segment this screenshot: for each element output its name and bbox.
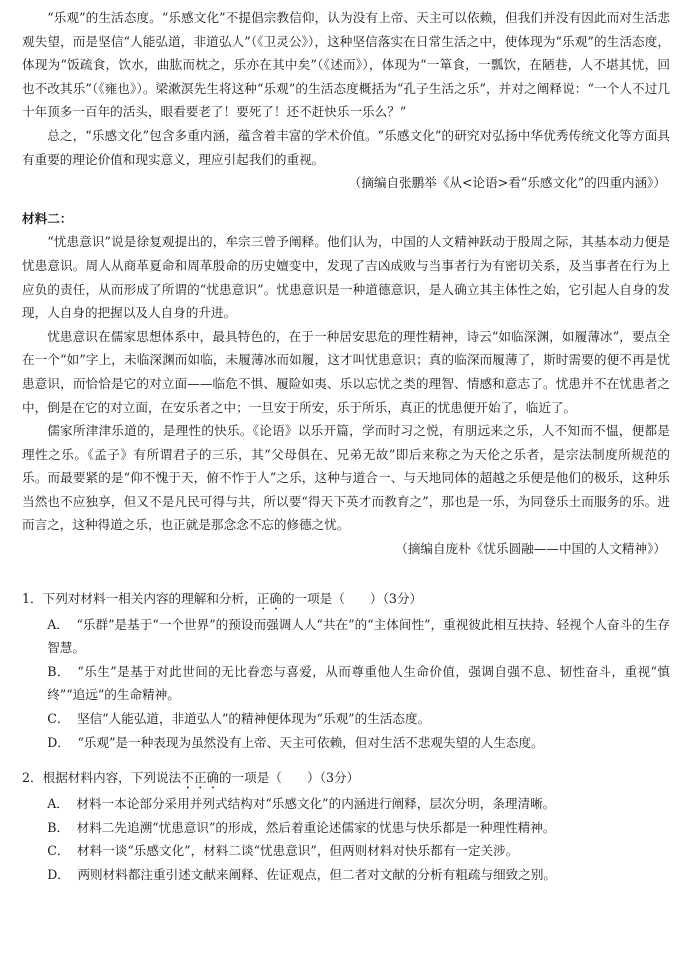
material2-heading: 材料二： xyxy=(22,210,73,226)
question-2-option-d: D． 两则材料都注重引述文献来阐释、佐证观点，但二者对文献的分析有粗疏与细致之别。 xyxy=(47,867,556,882)
material1-source: （摘编自张鹏举《从<论语>看“乐感文化”的四重内涵》） xyxy=(348,175,666,191)
material2-paragraph-3: 儒家所津津乐道的，是理性的快乐。《论语》以乐开篇，学而时习之悦，有朋远来之乐，人不知而不愠，便都是理性之乐。《孟子》有所谓君子的三乐，其“父母俱在、兄弟无故”即后来称之为天伦之乐者，是宗法制度所规范的乐。而最要紧的是“仰不愧于天，俯不怍于人”之乐，这种与道合一、与天地同体的超越之乐便是他们的极乐，这种乐当然也不应独享，但又不是凡民可得与共，所以要“得天下英才而教育之”，那也是一乐，为同登乐土而服务的乐。进而言之，这种得道之乐，也正就是那念念不忘的修德之忧。 xyxy=(22,423,670,533)
question-1-option-b: B． “乐生”是基于对此世间的无比眷恋与喜爱，从而尊重他人生命价值，强调自强不息、韧性奋斗，重视“慎终”“追远”的生命精神。 xyxy=(47,663,670,703)
material1-paragraph-1: “乐观”的生活态度。“乐感文化”不提倡宗教信仰，认为没有上帝、天主可以依赖，但我们并没有因此而对生活悲观失望，而是坚信“人能弘道，非道弘人”（《卫灵公》），这种坚信落实在日常生活之中，使体现为“乐观”的生活态度，体现为“饭疏食，饮水，曲肱而枕之，乐亦在其中矣”（《述而》），体现为“一箪食，一瓢饮，在陋巷，人不堪其忧，回也不改其乐”（《雍也》）。梁漱溟先生将这种“乐观”的生活态度概括为“孔子生活之乐”，并对之阐释说：“一个人不过几十年顶多一百年的活头，眼看要老了！要死了！还不赶快乐一乐么？” xyxy=(22,10,670,120)
emphasis-mark: 正确 xyxy=(256,590,282,606)
question-1-option-d: D． “乐观”是一种表现为虽然没有上帝、天主可依赖，但对生活不悲观失望的人生态度。 xyxy=(47,734,544,750)
material2-source: （摘编自庞朴《忧乐圆融——中国的人文精神》） xyxy=(395,541,666,557)
question-2-option-b: B． 材料二先追溯“忧患意识”的形成，然后着重论述儒家的忧患与快乐都是一种理性精神。 xyxy=(47,819,556,835)
emphasis-mark: 不正确 xyxy=(181,770,219,786)
question-1-option-c: C． 坚信“人能弘道，非道弘人”的精神便体现为“乐观”的生活态度。 xyxy=(47,711,431,727)
question-1-option-a: A． “乐群”是基于“一个世界”的预设而强调人人“共在”的“主体间性”，重视彼此相互扶持、轻视个人奋斗的生存智慧。 xyxy=(47,616,670,656)
question-2-stem: 2．根据材料内容，下列说法不正确的一项是（ ）（3分） xyxy=(22,770,360,786)
question-1-stem: 1．下列对材料一相关内容的理解和分析，正确的一项是（ ）（3分） xyxy=(22,590,423,606)
material2-paragraph-2: 忧患意识在儒家思想体系中，最具特色的，在于一种居安思危的理性精神，诗云“如临深渊，如履薄冰”，要点全在一个“如”字上，未临深渊而如临，未履薄冰而如履，这才叫忧患意识；真的临深而履薄了，斯时需要的便不再是忧患意识，而恰恰是它的对立面——临危不惧、履险如夷、乐以忘忧之类的理智、情感和意志了。忧患并不在忧患者之中，倒是在它的对立面，在安乐者之中；一旦安于所安，乐于所乐，真正的忧患便开始了，临近了。 xyxy=(22,328,670,415)
question-2-option-a: A． 材料一本论部分采用并列式结构对“乐感文化”的内涵进行阐释，层次分明，条理清晰。 xyxy=(47,796,556,812)
question-2-option-c: C． 材料一谈“乐感文化”，材料二谈“忧患意识”，但两则材料对快乐都有一定关涉。 xyxy=(47,843,519,859)
material2-paragraph-1: “忧患意识”说是徐复观提出的，牟宗三曾予阐释。他们认为，中国的人文精神跃动于殷周之际，其基本动力便是忧患意识。周人从商革夏命和周革殷命的历史嬗变中，发现了吉凶成败与当事者行为有密切关系，及当事者在行为上应负的责任，从而形成了所谓的“忧患意识”。忧患意识是一种道德意识，是人确立其主体性之始，它引起人自身的发现，人自身的把握以及人自身的升进。 xyxy=(22,234,670,321)
material1-paragraph-2: 总之，“乐感文化”包含多重内涵，蕴含着丰富的学术价值。“乐感文化”的研究对弘扬中华优秀传统文化等方面具有重要的理论价值和现实意义，理应引起我们的重视。 xyxy=(22,127,670,167)
